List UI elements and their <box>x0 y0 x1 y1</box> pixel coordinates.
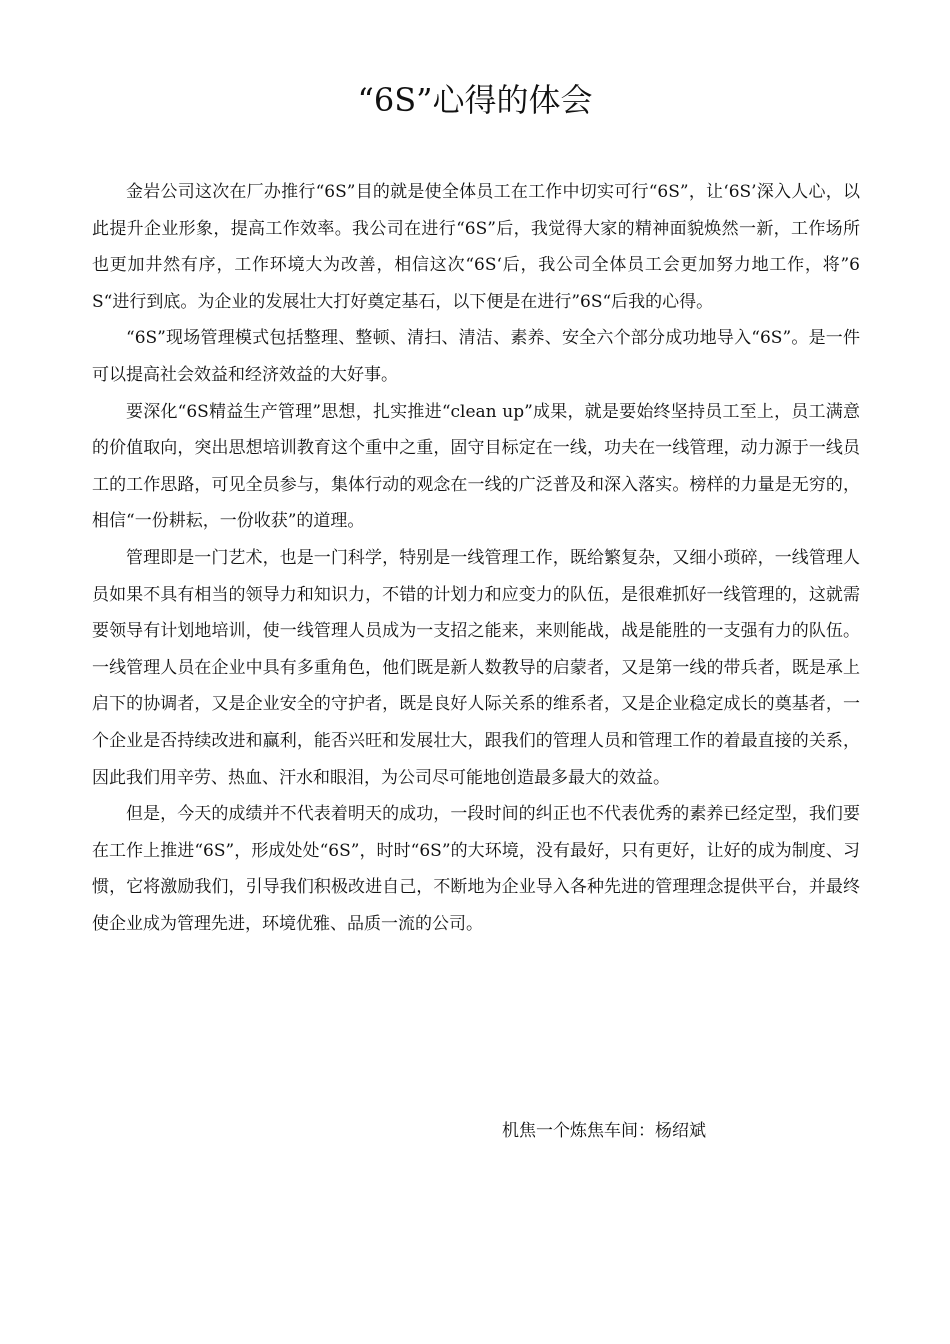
paragraph-intro: 金岩公司这次在厂办推行“6S”目的就是使全体员工在工作中切实可行“6S”，让‘6S’深入人心，以此提升企业形象，提高工作效率。我公司在进行“6S”后，我觉得大家的精神面貌焕然一新，工作场所也更加井然有序，工作环境大为改善，相信这次“6S‘后，我公司全体员工会更加努力地工作，将”6S“进行到底。为企业的发展壮大打好奠定基石，以下便是在进行”6S“后我的心得。 <box>92 182 860 312</box>
paragraph-conclusion: 但是，今天的成绩并不代表着明天的成功，一段时间的纠正也不代表优秀的素养已经定型，我们要在工作上推进“6S”，形成处处“6S”，时时“6S”的大环境，没有最好，只有更好，让好的成为制度、习惯，它将激励我们，引导我们积极改进自己，不断地为企业导入各种先进的管理理念提供平台，并最终使企业成为管理先进，环境优雅、品质一流的公司。 <box>92 804 860 934</box>
document-body <box>92 174 860 942</box>
paragraph-6s-model: “6S”现场管理模式包括整理、整顿、清扫、清洁、素养、安全六个部分成功地导入“6S”。是一件可以提高社会效益和经济效益的大好事。 <box>92 328 860 385</box>
document-title: “6S”心得的体会 <box>357 81 593 119</box>
author-signature: 机焦一个炼焦车间：杨绍斌 <box>502 1121 706 1141</box>
paragraph-deepen-management: 要深化“6S精益生产管理”思想，扎实推进“clean up”成果，就是要始终坚持员工至上，员工满意的价值取向，突出思想培训教育这个重中之重，固守目标定在一线，功夫在一线管理，动力源于一线员工的工作思路，可见全员参与，集体行动的观念在一线的广泛普及和深入落实。榜样的力量是无穷的，相信“一份耕耘，一份收获”的道理。 <box>92 401 860 532</box>
paragraph-management-art: 管理即是一门艺术，也是一门科学，特别是一线管理工作，既给繁复杂，又细小琐碎，一线管理人员如果不具有相当的领导力和知识力，不错的计划力和应变力的队伍，是很难抓好一线管理的，这就需要领导有计划地培训，使一线管理人员成为一支招之能来，来则能战，战是能胜的一支强有力的队伍。一线管理人员在企业中具有多重角色，他们既是新人数教导的启蒙者，又是第一线的带兵者，既是承上启下的协调者，又是企业安全的守护者，既是良好人际关系的维系者，又是企业稳定成长的奠基者，一个企业是否持续改进和赢利，能否兴旺和发展壮大，跟我们的管理人员和管理工作的着最直接的关系，因此我们用辛劳、热血、汗水和眼泪，为公司尽可能地创造最多最大的效益。 <box>92 547 860 788</box>
